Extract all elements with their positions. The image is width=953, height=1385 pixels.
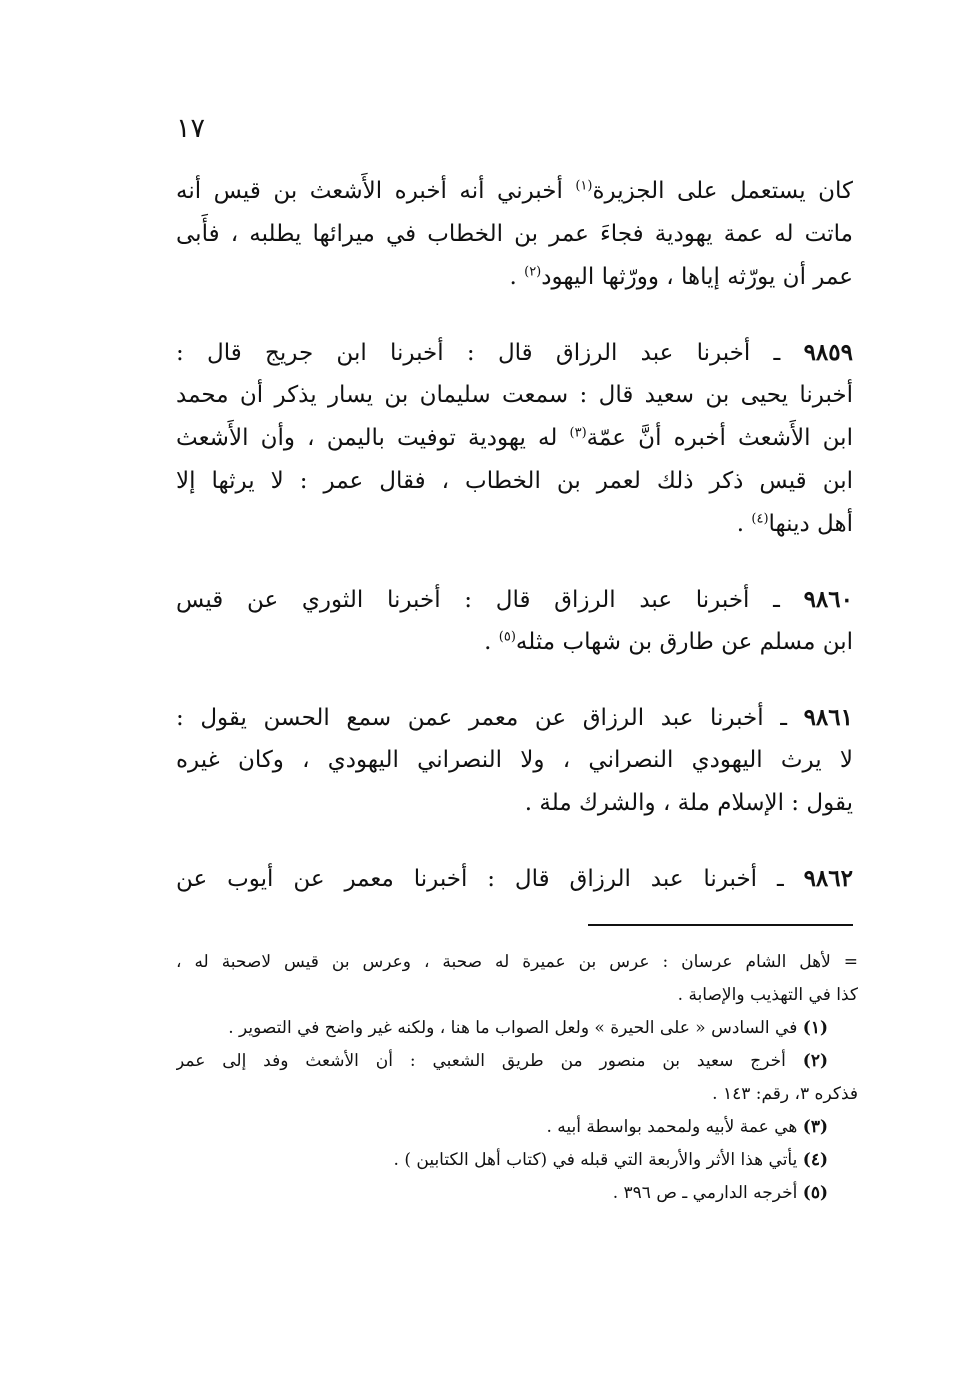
footnote-2-continuation: فذكره ٣، رقم: ١٤٣ . (712, 1084, 858, 1104)
footnote-3: (٣) هي عمة لأبيه ولمحمد بواسطة أبيه . (546, 1117, 828, 1137)
text-line: كان يستعمل على الجزيرة$^{(١)}$ أخبرني أنه أخبره الأَشعث بن قيس أنه (176, 178, 853, 204)
page-number: ١٧ (176, 113, 206, 144)
text-line: عمر أن يورّثه إياها ، وورّثها اليهود$^{(٢)}$ . (509, 264, 853, 290)
text-line: ٩٨٦٢ ـ أخبرنا عبد الرزاق قال : أخبرنا معمر عن أيوب عن (176, 865, 853, 892)
text-line: أخبرنا يحيى بن سعيد قال : سمعت سليمان بن يسار يذكر أن محمد (176, 382, 853, 408)
paragraph-9862 (176, 857, 853, 900)
text-line: ابن الأَشعث أخبره أنَّ عمّة$^{(٣)}$ له يهودية توفيت باليمن ، وأن الأَشعث (176, 425, 853, 451)
footnote-2: (٢) أخرج سعيد بن منصور من طريق الشعبي : أن الأشعث وفد إلى عمر (176, 1051, 828, 1071)
footnote-continuation: = لأهل الشام عرسان : عرس بن عميرة له صحبة ، وعرس بن قيس لاصحبة له ، (176, 952, 858, 972)
text-line: ٩٨٦١ ـ أخبرنا عبد الرزاق عن معمر عمن سمع الحسن يقول : (176, 704, 853, 731)
paragraph-9859 (176, 331, 853, 546)
paragraph-1 (176, 170, 853, 299)
hadith-number: ٩٨٦٢ (803, 865, 853, 892)
text-line: ماتت له عمة يهودية فجاءَ عمر بن الخطاب في ميرائها يطلبه ، فأَبى (176, 221, 853, 247)
footnotes (176, 946, 858, 1210)
footnote-ref: (٤) (751, 511, 769, 527)
text-line: ابن قيس ذكر ذلك لعمر بن الخطاب ، فقال عمر : لا يرثها إلا (176, 468, 853, 494)
footnote-ref: (٣) (569, 425, 587, 441)
paragraph-9861 (176, 696, 853, 825)
footnote-ref: (٢) (524, 264, 542, 280)
footnote-1: (١) في السادس « على الحيرة » ولعل الصواب ما هنا ، ولكنه غير واضح في التصوير . (228, 1018, 828, 1038)
footnote-continuation: كذا في التهذيب والإصابة . (677, 985, 858, 1005)
text-line: ٩٨٦٠ ـ أخبرنا عبد الرزاق قال : أخبرنا الثوري عن قيس (176, 586, 853, 613)
text-line: ابن مسلم عن طارق بن شهاب مثله$^{(٥)}$ . (484, 629, 853, 655)
text-line: يقول : الإسلام ملة ، والشرك ملة . (524, 790, 853, 816)
footnote-5: (٥) أخرجه الدارمي ـ ص ٣٩٦ . (612, 1183, 828, 1203)
footnote-4: (٤) يأتي هذا الأثر والأربعة التي قبله في (كتاب أهل الكتابين ) . (393, 1150, 828, 1170)
footnote-divider (588, 924, 853, 926)
footnote-ref: (٥) (498, 629, 516, 645)
hadith-number: ٩٨٦١ (803, 704, 853, 731)
text-line: لا يرث اليهودي النصراني ، ولا النصراني اليهودي ، وكان غيره (176, 747, 853, 773)
text-line: أهل دينها$^{(٤)}$ . (736, 511, 853, 537)
hadith-number: ٩٨٥٩ (803, 339, 853, 366)
footnote-ref: (١) (575, 178, 593, 194)
hadith-number: ٩٨٦٠ (803, 586, 853, 613)
paragraph-9860 (176, 578, 853, 664)
main-text (176, 170, 853, 900)
text-line: ٩٨٥٩ ـ أخبرنا عبد الرزاق قال : أخبرنا ابن جريج قال : (176, 339, 853, 366)
